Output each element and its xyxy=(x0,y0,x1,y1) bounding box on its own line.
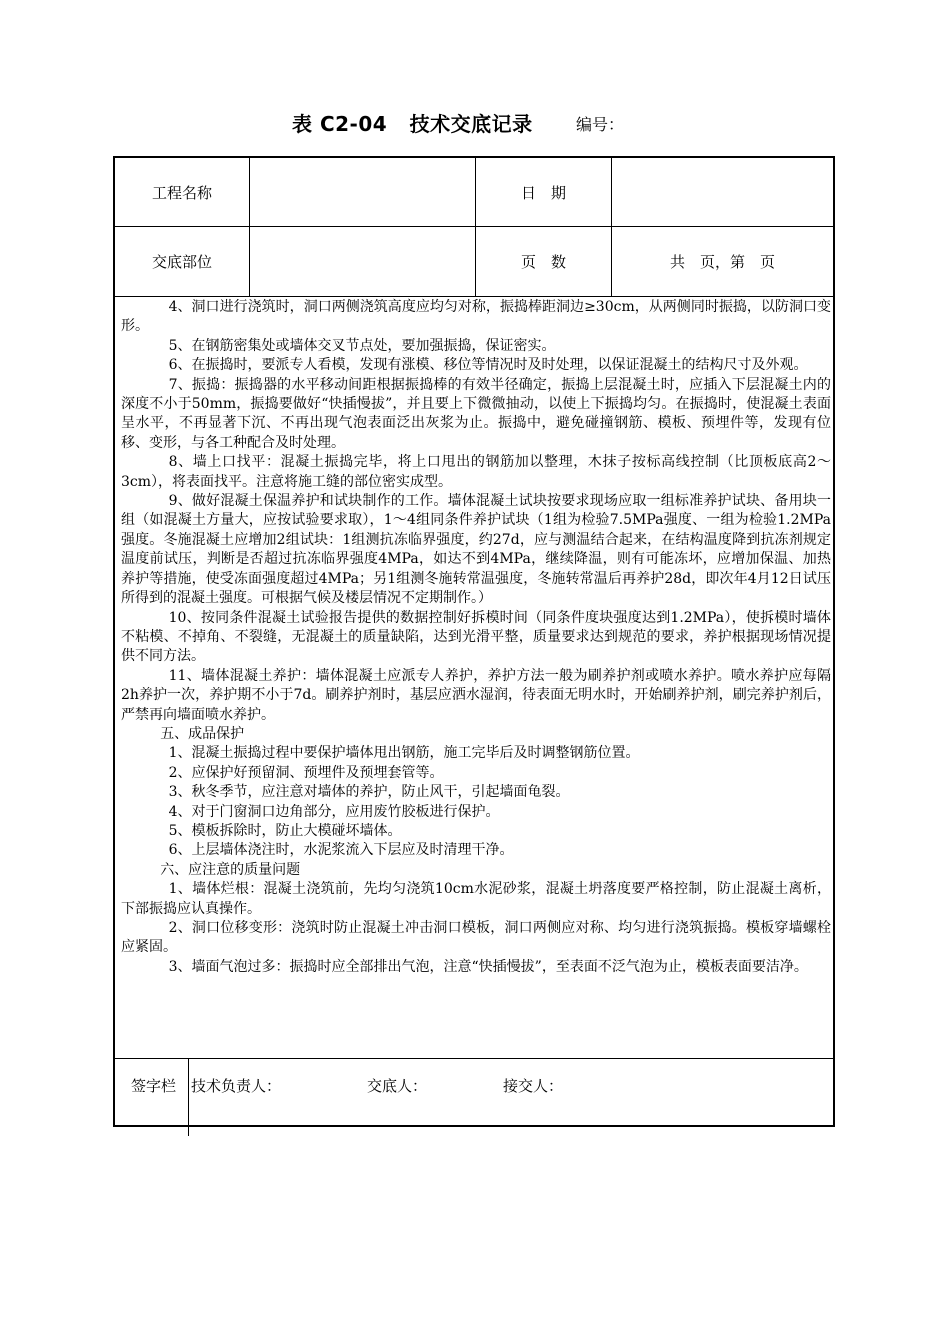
content-paragraph: 9、做好混凝土保温养护和试块制作的工作。墙体混凝土试块按要求现场应取一组标准养护试块、备用块一组（如混凝土方量大，应按试验要求取），1～4组同条件养护试块（1组为检验7.5MPa强度、一组为检验1.2MPa强度。冬施混凝土应增加2组试块：1组测抗冻临界强度，约27d，应与测温结合起来，在结构温度降到抗冻剂规定温度前试压，判断是否超过抗冻临界强度4MPa，如达不到4MPa，继续降温，则有可能冻坏，应增加保温、加热养护等措施，使受冻面强度超过4MPa；另1组测冬施转常温强度，冬施转常温后再养护28d，即次年4月12日试压所得到的混凝土强度。可根据气候及楼层情况不定期制作。） xyxy=(121,493,831,607)
content-paragraph: 8、墙上口找平：混凝土振捣完毕，将上口甩出的钢筋加以整理，木抹子按标高线控制（比顶板底高2～3cm），将表面找平。注意将施工缝的部位密实成型。 xyxy=(121,454,831,490)
content-paragraph: 3、秋冬季节，应注意对墙体的养护，防止风干，引起墙面龟裂。 xyxy=(168,784,570,801)
project-name-field[interactable] xyxy=(250,158,475,226)
column-divider xyxy=(188,1058,189,1136)
pages-value: 共 页，第 页 xyxy=(669,253,775,271)
discloser-signature-field[interactable]: 交底人： xyxy=(367,1077,428,1095)
document-number-label: 编号： xyxy=(576,115,625,134)
section-heading: 六、应注意的质量问题 xyxy=(160,861,301,878)
date-field[interactable] xyxy=(612,158,833,226)
signature-label: 签字栏 xyxy=(131,1077,177,1095)
content-paragraph: 3、墙面气泡过多：振捣时应全部排出气泡，注意“快插慢拔”，至表面不泛气泡为止，模板表面要洁净。 xyxy=(168,958,808,975)
content-paragraph: 6、在振捣时，要派专人看模，发现有涨模、移位等情况时及时处理，以保证混凝土的结构尺寸及外观。 xyxy=(168,357,808,374)
disclosure-content xyxy=(121,298,831,977)
section-field[interactable] xyxy=(250,227,475,296)
project-name-label: 工程名称 xyxy=(151,183,212,202)
content-paragraph: 5、模板拆除时，防止大模碰坏墙体。 xyxy=(168,822,402,839)
tech-lead-signature-field[interactable]: 技术负责人： xyxy=(191,1077,282,1095)
row-divider xyxy=(115,296,833,297)
content-paragraph: 6、上层墙体浇注时，水泥浆流入下层应及时清理干净。 xyxy=(168,842,514,859)
section-heading: 五、成品保护 xyxy=(160,725,245,742)
document-header xyxy=(0,104,950,136)
document-title: 表 C2-04 技术交底记录 xyxy=(292,112,533,136)
content-paragraph: 11、墙体混凝土养护：墙体混凝土应派专人养护，养护方法一般为刷养护剂或喷水养护。喷水养护应每隔2h养护一次，养护期不小于7d。刷养护剂时，基层应洒水湿润，待表面无明水时，开始刷养护剂，刷完养护剂后，严禁再向墙面喷水养护。 xyxy=(121,667,831,723)
section-label: 交底部位 xyxy=(151,253,212,271)
content-paragraph: 4、对于门窗洞口边角部分，应用废竹胶板进行保护。 xyxy=(168,803,500,820)
pages-label: 页 数 xyxy=(520,253,566,271)
date-label: 日 期 xyxy=(520,183,566,202)
content-paragraph: 5、在钢筋密集处或墙体交叉节点处，要加强振捣，保证密实。 xyxy=(168,337,556,354)
disclosure-record-table xyxy=(113,156,835,1127)
content-paragraph: 7、振捣：振捣器的水平移动间距根据振捣棒的有效半径确定，振捣上层混凝土时，应插入下层混凝土内的深度不小于50mm，振捣要做好“快插慢拔”，并且要上下微微抽动，以使上下振捣均匀。在振捣时，使混凝土表面呈水平，不再显著下沉、不再出现气泡表面泛出灰浆为止。振捣中，避免碰撞钢筋、模板、预埋件等，发现有位移、变形，与各工种配合及时处理。 xyxy=(121,376,831,451)
content-paragraph: 2、应保护好预留洞、预埋件及预埋套管等。 xyxy=(168,764,444,781)
content-paragraph: 2、洞口位移变形：浇筑时防止混凝土冲击洞口模板，洞口两侧应对称、均匀进行浇筑振捣。模板穿墙螺栓应紧固。 xyxy=(121,920,831,956)
row-divider xyxy=(115,1058,833,1059)
content-paragraph: 1、混凝土振捣过程中要保护墙体甩出钢筋，施工完毕后及时调整钢筋位置。 xyxy=(168,745,640,762)
content-paragraph: 1、墙体烂根：混凝土浇筑前，先均匀浇筑10cm水泥砂浆，混凝土坍落度要严格控制，防止混凝土离析，下部振捣应认真操作。 xyxy=(121,881,831,917)
content-paragraph: 4、洞口进行浇筑时，洞口两侧浇筑高度应均匀对称，振捣棒距洞边≥30cm，从两侧同时振捣，以防洞口变形。 xyxy=(121,299,831,335)
receiver-signature-field[interactable]: 接交人： xyxy=(503,1077,564,1095)
content-paragraph: 10、按同条件混凝土试验报告提供的数据控制好拆模时间（同条件度块强度达到1.2MPa），使拆模时墙体不粘模、不掉角、不裂缝，无混凝土的质量缺陷，达到光滑平整，质量要求达到规范的要求，养护根据现场情况提供不同方法。 xyxy=(121,609,831,665)
